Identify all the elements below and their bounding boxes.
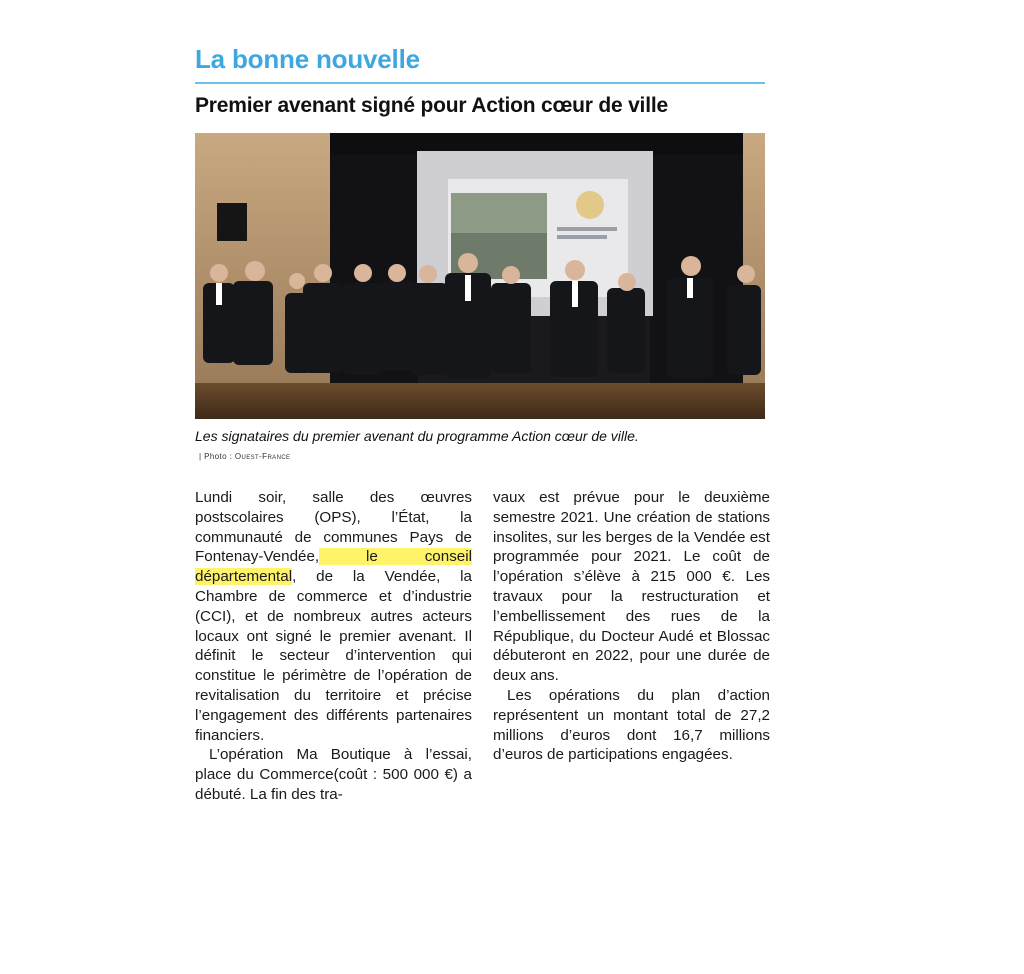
- column-1-paragraph-1: [195, 488, 472, 745]
- rubric-rule: [195, 82, 765, 84]
- column-1-paragraph-2: L’opération Ma Boutique à l’essai, place du Commerce(coût : 500 000 €) a débuté. La fin des tra-: [195, 746, 472, 803]
- paragraph-text: , de la Vendée, la Chambre de commerce et d’industrie (CCI), et de nombreux autres acteurs locaux ont signé le premier avenant. Il définit le secteur d’intervention qui constitue le périmètre de l’opération de revitalisation du territoire et précise l’engagement des différents partenaires financiers.: [195, 568, 472, 744]
- photo-credit-prefix: | Photo :: [199, 452, 235, 461]
- photo-credit-source: Ouest-France: [234, 452, 291, 461]
- article-column-2: [493, 488, 770, 765]
- article-photo: [195, 133, 765, 419]
- article-headline: Premier avenant signé pour Action cœur de ville: [195, 94, 668, 117]
- section-rubric: La bonne nouvelle: [195, 44, 420, 74]
- photo-credit: [199, 452, 290, 461]
- highlighted-text: le conseil départemental: [195, 548, 472, 586]
- column-2-paragraph-2: Les opérations du plan d’action représentent un montant total de 27,2 millions d’euros dont 16,7 millions d’euros de participations engagées.: [493, 686, 770, 764]
- paragraph-text: Lundi soir, salle des œuvres postscolaires (OPS), l’État, la communauté de communes Pays de Fontenay-Vendée,: [195, 489, 472, 566]
- photo-illustration: [195, 133, 765, 419]
- column-2-paragraph-1: vaux est prévue pour le deuxième semestre 2021. Une création de stations insolites, sur les berges de la Vendée est programmée pour 2021. Le coût de l’opération s’élève à 215 000 €. Les travaux pour la restructuration et l’embellissement des rues de la République, du Docteur Audé et Blossac débuteront en 2022, pour une durée de deux ans.: [493, 489, 770, 685]
- photo-caption: Les signataires du premier avenant du programme Action cœur de ville.: [195, 428, 639, 444]
- article-column-1: [195, 488, 472, 805]
